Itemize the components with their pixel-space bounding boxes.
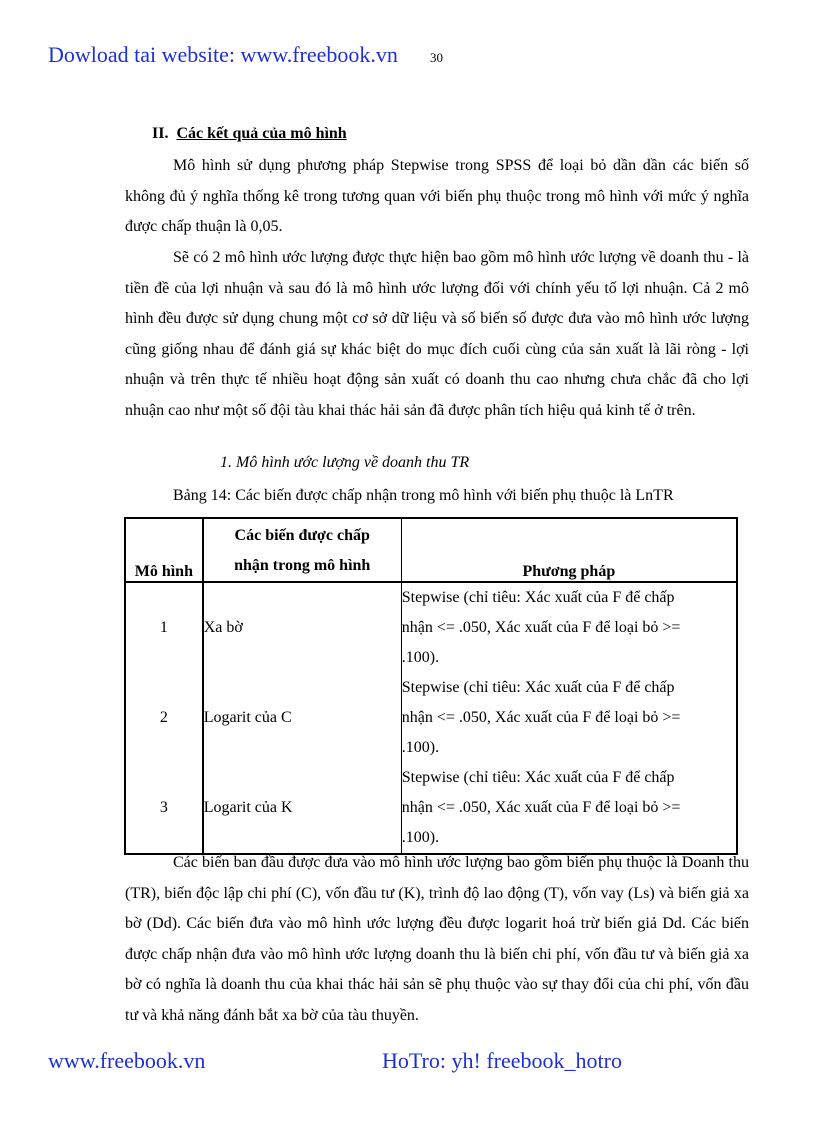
table-header-row [125, 518, 737, 582]
subheading-revenue-model: 1. Mô hình ước lượng về doanh thu TR [220, 454, 470, 471]
method-line: Stepwise (chỉ tiêu: Xác xuất của F để chấp [401, 589, 675, 606]
paragraph-variables: Các biến ban đầu được đưa vào mô hình ước lượng bao gồm biến phụ thuộc là Doanh thu (TR), biến độc lập chi phí (C), vốn đầu tư (K), trình độ lao động (T), vốn vay (Ls) và biến giả xa bờ (Dd). Các biến đưa vào mô hình ước lượng đều được logarit hoá trừ biến giả Dd. Các biến được chấp nhận đưa vào mô hình ước lượng doanh thu là biến chi phí, vốn đầu tư và biến giả xa bờ có nghĩa là doanh thu của khai thác hải sản sẽ phụ thuộc vào sự thay đổi của chi phí, vốn đầu tư và khả năng đánh bắt xa bờ của tàu thuyền. [125, 854, 749, 1024]
cell-variable: Logarit của K [203, 763, 402, 854]
header-variables-line2: nhận trong mô hình [234, 557, 371, 574]
table-row [125, 673, 737, 763]
footer-support-link[interactable]: HoTro: yh! freebook_hotro [382, 1048, 622, 1073]
header-method: Phương pháp [401, 518, 737, 582]
table-caption: Bảng 14: Các biến được chấp nhận trong mô hình với biến phụ thuộc là LnTR [173, 487, 674, 504]
method-line: .100). [401, 649, 440, 666]
section-title: Các kết quả của mô hình [176, 125, 347, 142]
section-numeral: II. [152, 125, 169, 142]
cell-model: 2 [125, 673, 203, 763]
header-variables-line1: Các biến được chấp [234, 527, 370, 544]
section-heading [152, 125, 347, 143]
cell-method [401, 582, 737, 673]
method-line: nhận <= .050, Xác xuất của F để loại bỏ >= [401, 709, 681, 726]
header-model: Mô hình [125, 518, 203, 582]
cell-model: 3 [125, 763, 203, 854]
method-line: Stepwise (chỉ tiêu: Xác xuất của F để chấp [401, 769, 675, 786]
accepted-variables-table [124, 517, 738, 855]
cell-method [401, 673, 737, 763]
cell-variable: Logarit của C [203, 673, 402, 763]
header-download-link[interactable]: Dowload tai website: www.freebook.vn [48, 42, 398, 67]
method-line: Stepwise (chỉ tiêu: Xác xuất của F để chấp [401, 679, 675, 696]
method-line: .100). [401, 739, 440, 756]
method-line: nhận <= .050, Xác xuất của F để loại bỏ >= [401, 799, 681, 816]
footer-website-link[interactable]: www.freebook.vn [48, 1048, 206, 1073]
table-row [125, 763, 737, 854]
paragraph-models: Sẽ có 2 mô hình ước lượng được thực hiện bao gồm mô hình ước lượng về doanh thu - là tiền đề của lợi nhuận và sau đó là mô hình ước lượng đối với chính yếu tố lợi nhuận. Cả 2 mô hình đều được sử dụng chung một cơ sở dữ liệu và số biến số được đưa vào mô hình ước lượng cũng giống nhau để đánh giá sự khác biệt do mục đích cuối cùng của sản xuất là lãi ròng - lợi nhuận và trên thực tế nhiều hoạt động sản xuất có doanh thu cao nhưng chưa chắc đã cho lợi nhuận cao như một số đội tàu khai thác hải sản đã được phân tích hiệu quả kinh tế ở trên. [125, 249, 749, 419]
cell-variable: Xa bờ [203, 582, 402, 673]
method-line: nhận <= .050, Xác xuất của F để loại bỏ >= [401, 619, 681, 636]
cell-model: 1 [125, 582, 203, 673]
method-line: .100). [401, 829, 440, 846]
table-row [125, 582, 737, 673]
paragraph-stepwise: Mô hình sử dụng phương pháp Stepwise trong SPSS để loại bỏ dần dần các biến số không đủ ý nghĩa thống kê trong tương quan với biến phụ thuộc trong mô hình với mức ý nghĩa được chấp thuận là 0,05. [125, 157, 749, 235]
cell-method [401, 763, 737, 854]
header-variables [203, 518, 402, 582]
page-number: 30 [430, 50, 443, 65]
